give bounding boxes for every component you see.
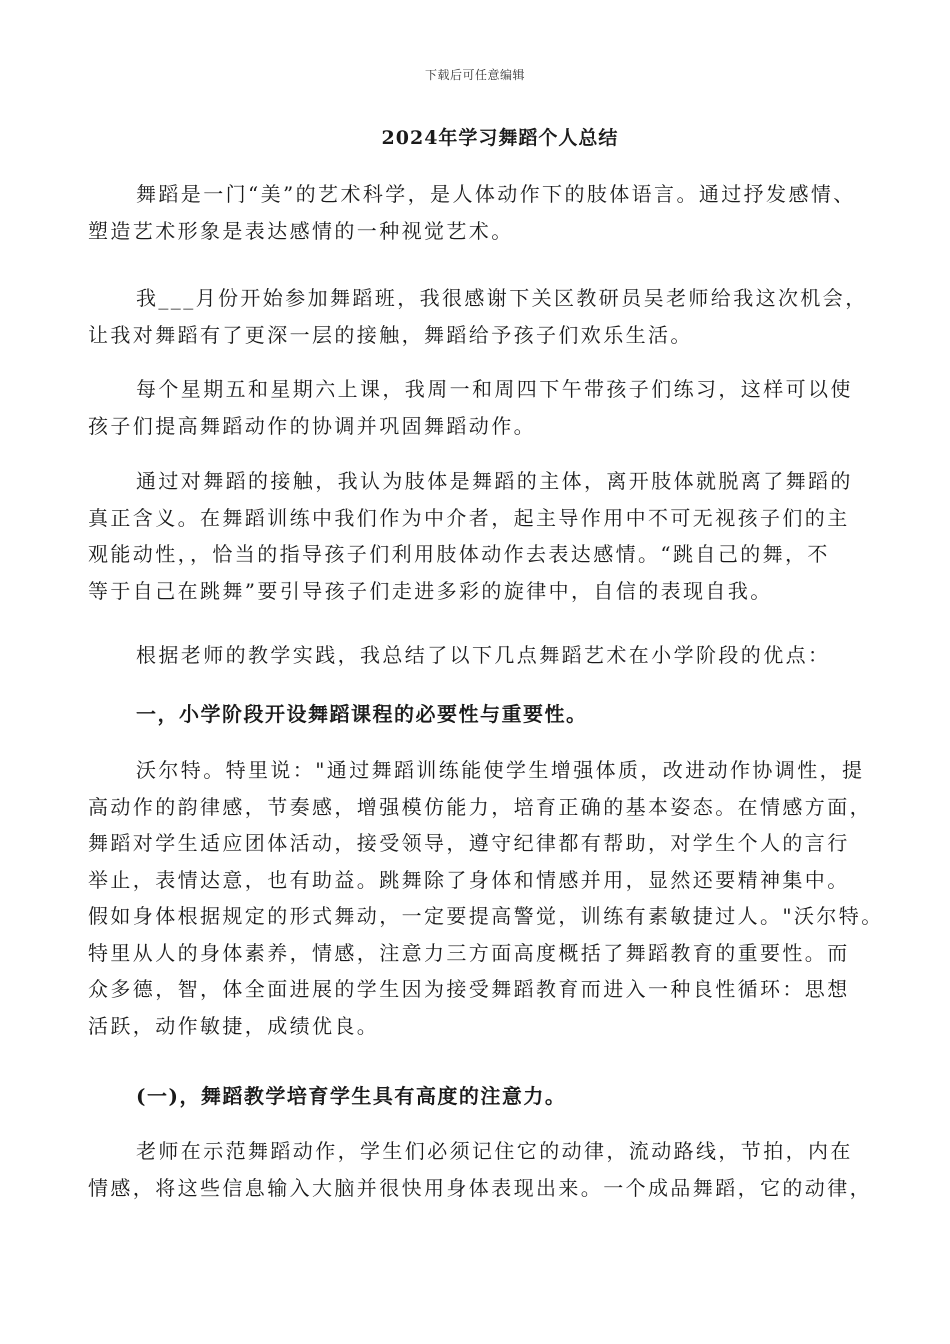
paragraph-line: 等于自己在跳舞”要引导孩子们走进多彩的旋律中，自信的表现自我。 [88, 578, 773, 603]
paragraph-line: 观能动性，，恰当的指导孩子们利用肢体动作去表达感情。“跳自己的舞，不 [88, 542, 830, 566]
paragraph-line: 让我对舞蹈有了更深一层的接触，舞蹈给予孩子们欢乐生活。 [88, 322, 693, 347]
paragraph-line: 老师在示范舞蹈动作，学生们必须记住它的动律，流动路线，节拍，内在 [136, 1139, 853, 1163]
document-title: 2024年学习舞蹈个人总结 [381, 127, 619, 149]
section-heading-2: (一)，舞蹈教学培育学生具有高度的注意力。 [136, 1084, 567, 1108]
paragraph-line: 根据老师的教学实践，我总结了以下几点舞蹈艺术在小学阶段的优点： [136, 643, 831, 667]
paragraph-line: 沃尔特。特里说："通过舞蹈训练能使学生增强体质，改进动作协调性，提 [136, 758, 865, 782]
paragraph-line: 活跃，动作敏捷，成绩优良。 [88, 1013, 380, 1038]
section-heading-1: 一，小学阶段开设舞蹈课程的必要性与重要性。 [136, 702, 588, 726]
paragraph-line: 真正含义。在舞蹈训练中我们作为中介者，起主导作用中不可无视孩子们的主 [88, 505, 850, 530]
paragraph-line: 我___月份开始参加舞蹈班，我很感谢下关区教研员吴老师给我这次机会， [136, 286, 868, 310]
paragraph-line: 塑造艺术形象是表达感情的一种视觉艺术。 [88, 218, 514, 243]
paragraph-quote [88, 752, 884, 1044]
paragraph-line: 举止，表情达意，也有助益。跳舞除了身体和情感并用，显然还要精神集中。 [88, 867, 850, 892]
paragraph-line: 特里从人的身体素养，情感，注意力三方面高度概括了舞蹈教育的重要性。而 [88, 940, 850, 965]
paragraph-line: 高动作的韵律感，节奏感，增强模仿能力，培育正确的基本姿态。在情感方面， [88, 794, 872, 819]
paragraph-line: 情感，将这些信息输入大脑并很快用身体表现出来。一个成品舞蹈，它的动律， [88, 1175, 872, 1200]
paragraph-line: 每个星期五和星期六上课，我周一和周四下午带孩子们练习，这样可以使 [136, 377, 853, 401]
paragraph-intro [88, 176, 858, 249]
paragraph-line: 孩子们提高舞蹈动作的协调并巩固舞蹈动作。 [88, 413, 536, 438]
paragraph-line: 假如身体根据规定的形式舞动，一定要提高警觉，训练有素敏捷过人。"沃尔特。 [88, 904, 884, 928]
paragraph-attention [88, 1133, 872, 1206]
paragraph-line: 通过对舞蹈的接触，我认为肢体是舞蹈的主体，离开肢体就脱离了舞蹈的 [136, 469, 853, 493]
paragraph-body-expression [88, 463, 858, 609]
paragraph-start-class [88, 280, 868, 353]
paragraph-schedule [88, 371, 858, 444]
header-note: 下载后可任意编辑 [424, 68, 525, 82]
paragraph-line: 舞蹈是一门“美”的艺术科学，是人体动作下的肢体语言。通过抒发感情、 [136, 182, 856, 206]
paragraph-line: 舞蹈对学生适应团体活动，接受领导，遵守纪律都有帮助，对学生个人的言行 [88, 831, 850, 855]
paragraph-line: 众多德，智，体全面进展的学生因为接受舞蹈教育而进入一种良性循环：思想 [88, 977, 850, 1001]
paragraph-summary-intro [88, 637, 858, 674]
